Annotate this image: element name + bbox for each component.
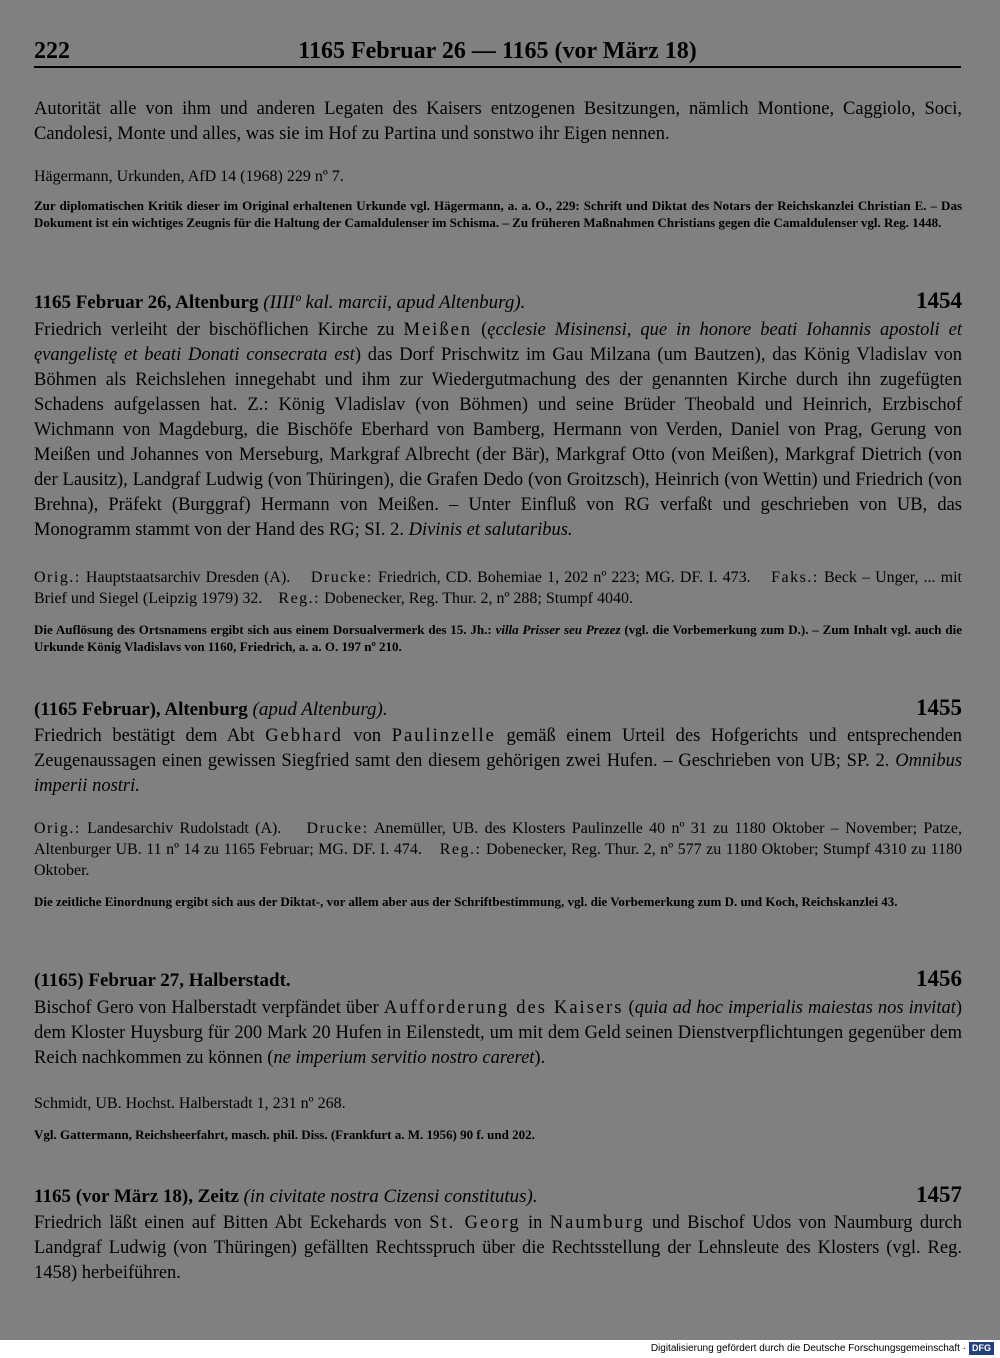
page-number: 222 — [34, 38, 70, 64]
body-text: Friedrich verleiht der bischöflichen Kirche zu — [34, 320, 395, 340]
running-title: 1165 Februar 26 — 1165 (vor März 18) — [298, 38, 697, 64]
entry-date: 1165 Februar 26, Altenburg — [34, 292, 259, 313]
funding-footer — [651, 1340, 994, 1358]
entry-date: (1165) Februar 27, Halberstadt. — [34, 970, 291, 991]
page-header — [34, 36, 961, 68]
body-text: ) das Dorf Prischwitz im Gau Milzana (um Bautzen), das König Vladislav von Böhmen als Reichslehen innegehabt und ihm zur Wiedergutmachung des der genannten Kirche durch ihn zugefügten Schadens aufgelassen hat. Z.: König Vladislav (von Böhmen) und seine Brüder Theobald und Heinrich, Erzbischof Wichmann von Magdeburg, die Bischöfe Eberhard von Bamberg, Hermann von Verden, Daniel von Prag, Gerung von Meißen und Johannes von Merseburg, Markgraf Albrecht (der Bär), Markgraf Otto (von Meißen), Markgraf Dietrich (von der Lausitz), Landgraf Ludwig (von Thüringen), die Grafen Dedo (von Groitzsch), Heinrich (von Wettin) und Friedrich (von Brehna), Präfekt (Burggraf) Hermann von Meißen. – Unter Einfluß von RG verfaßt und geschrieben von UB, das Monogramm stammt von der Hand des RG; SI. 2. — [34, 345, 962, 540]
source-text: Dobenecker, Reg. Thur. 2, nº 577 zu 1180 Oktober; Stumpf 4310 zu 1180 Oktober. — [34, 841, 962, 879]
body-text: gemäß einem Urteil des Hofgerichts und entsprechenden Zeugenaussagen einen gewissen Siegfried samt den diesem gehörigen zwei Hufen. – Geschrieben von UB; SP. 2. — [34, 726, 963, 771]
entry-1456-note: Vgl. Gattermann, Reichsheerfahrt, masch. phil. Diss. (Frankfurt a. M. 1956) 90 f. und 202. — [34, 1127, 535, 1142]
entry-number: 1455 — [916, 695, 962, 720]
continuation-reference: Hägermann, Urkunden, AfD 14 (1968) 229 nº 7. — [34, 168, 344, 185]
source-text: Hauptstaatsarchiv Dresden (A). — [85, 569, 291, 586]
latin-quote: ne imperium servitio nostro careret — [273, 1048, 535, 1068]
note-text: (vgl. die Vorbemerkung zum D.). – Zum Inhalt vgl. auch die Urkunde König Vladislavs von 1160, Friedrich, a. a. O. 197 nº 210. — [34, 622, 962, 654]
source-text: Dobenecker, Reg. Thur. 2, nº 288; Stumpf 4040. — [324, 590, 633, 607]
entry-1456-heading — [34, 966, 962, 993]
source-text: Friedrich, CD. Bohemiae 1, 202 nº 223; MG. DF. I. 473. — [377, 569, 751, 586]
body-text: und Bischof Udos von Naumburg durch Landgraf Ludwig (von Thüringen) gefällten Rechtsspruch über die Rechtsstellung der Lehnsleute des Klosters (vgl. Reg. 1458) herbeiführen. — [34, 1213, 963, 1283]
place-name: Naumburg — [549, 1213, 645, 1233]
spaced-phrase: Aufforderung des Kaisers — [383, 998, 624, 1018]
entry-1456-reference: Schmidt, UB. Hochst. Halberstadt 1, 231 nº 268. — [34, 1095, 346, 1112]
entry-date-latin: (apud Altenburg). — [252, 699, 388, 720]
entry-1455-heading — [34, 695, 962, 722]
entry-1455-note: Die zeitliche Einordnung ergibt sich aus der Diktat-, vor allem aber aus der Schriftbestimmung, vgl. die Vorbemerkung zum D. und Koch, Reichskanzlei 43. — [34, 894, 898, 909]
continuation-text: Autorität alle von ihm und anderen Legaten des Kaisers entzogenen Besitzungen, nämlich Montione, Caggiolo, Soci, Candolesi, Monte und alles, was sie im Hof zu Partina und sonstwo ihr Eigen nennen. — [34, 99, 962, 144]
entry-1454-heading — [34, 288, 962, 315]
dfg-logo: DFG — [969, 1342, 994, 1355]
source-label: Reg.: — [439, 841, 482, 858]
body-text: in — [527, 1213, 543, 1233]
entry-number: 1456 — [916, 966, 962, 991]
entry-1455-body — [34, 724, 962, 799]
place-name: St. Georg — [429, 1213, 521, 1233]
continuation-note: Zur diplomatischen Kritik dieser im Original erhaltenen Urkunde vgl. Hägermann, a. a. O., 229: Schrift und Diktat des Notars der Reichskanzlei Christian E. – Das Dokument ist ein wichtiges Zeugnis für die Haltung der Camaldulenser im Schisma. – Zu früheren Maßnahmen Christians gegen die Camaldulenser vgl. Reg. 1448. — [34, 198, 962, 230]
source-label: Orig.: — [34, 569, 81, 586]
entry-1454-note — [34, 621, 962, 655]
entry-1456-body — [34, 996, 962, 1071]
body-text: Friedrich läßt einen auf Bitten Abt Eckehards von — [34, 1213, 422, 1233]
entry-1457-body — [34, 1211, 962, 1286]
note-text: Die Auflösung des Ortsnamens ergibt sich aus einem Dorsualvermerk des 15. Jh.: — [34, 622, 492, 637]
incipit: Divinis et salutaribus. — [408, 520, 573, 540]
incipit: Omnibus imperii nostri. — [34, 751, 963, 796]
entry-1454-body — [34, 318, 962, 543]
entry-1455-sources — [34, 818, 962, 881]
entry-number: 1454 — [916, 288, 962, 313]
body-text: Bischof Gero von Halberstadt verpfändet über — [34, 998, 379, 1018]
body-text: Friedrich bestätigt dem Abt — [34, 726, 255, 746]
source-text: Landesarchiv Rudolstadt (A). — [87, 820, 282, 837]
place-name: Paulinzelle — [391, 726, 496, 746]
source-label: Drucke: — [310, 569, 373, 586]
latin-quote: ęcclesie Misinensi, que in honore beati Iohannis apostoli et ęvangelistę et beati Donati consecrata est — [34, 320, 963, 365]
entry-1457-heading — [34, 1182, 962, 1209]
source-label: Drucke: — [306, 820, 369, 837]
source-text: Anemüller, UB. des Klosters Paulinzelle 40 nº 31 zu 1180 Oktober – November; Patze, Altenburger UB. 11 nº 14 zu 1165 Februar; MG. DF. I. 474. — [34, 820, 963, 858]
note-quote: villa Prisser seu Prezez — [495, 622, 621, 637]
body-text: ( — [481, 320, 488, 340]
entry-date-latin: (IIIIº kal. marcii, apud Altenburg). — [263, 292, 526, 313]
place-name: Meißen — [403, 320, 473, 340]
entry-date-latin: (in civitate nostra Cizensi constitutus). — [243, 1186, 538, 1207]
footer-text: Digitalisierung gefördert durch die Deutsche Forschungsgemeinschaft · — [650, 1343, 966, 1354]
entry-date: (1165 Februar), Altenburg — [34, 699, 248, 720]
body-text: von — [353, 726, 382, 746]
source-label: Faks.: — [771, 569, 819, 586]
body-text: ) dem Kloster Huysburg für 200 Mark 20 Hufen in Eilenstedt, um mit dem Geld seinen Dienstverpflichtungen gegenüber dem Reich nachkommen zu können ( — [34, 998, 963, 1068]
entry-number: 1457 — [916, 1182, 962, 1207]
body-text: ( — [628, 998, 635, 1018]
source-label: Orig.: — [34, 820, 81, 837]
entry-date: 1165 (vor März 18), Zeitz — [34, 1186, 239, 1207]
entry-1454-sources — [34, 567, 962, 609]
latin-quote: quia ad hoc imperialis maiestas nos invitat — [634, 998, 956, 1018]
person-name: Gebhard — [265, 726, 343, 746]
source-text: Beck – Unger, ... mit Brief und Siegel (Leipzig 1979) 32. — [34, 569, 963, 607]
body-text: ). — [534, 1048, 546, 1068]
source-label: Reg.: — [278, 590, 321, 607]
